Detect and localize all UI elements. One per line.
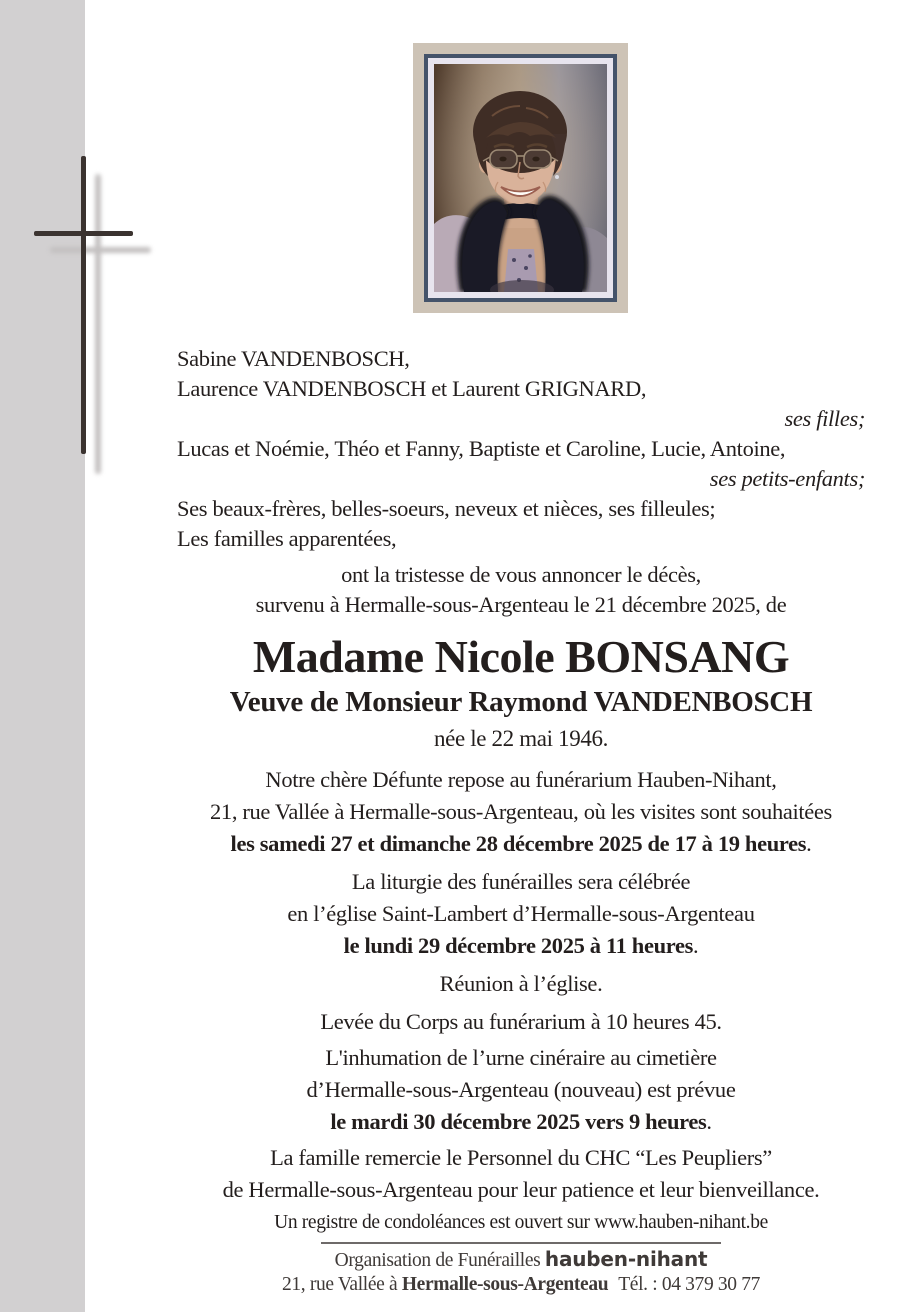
- portrait-photo: [434, 64, 607, 292]
- footer-address-prefix: 21, rue Vallée à: [281, 1274, 402, 1295]
- cross-vertical-bar: [81, 156, 86, 454]
- cross-shadow-vertical: [95, 174, 101, 474]
- hauben-nihant-logo: hauben-nihant: [544, 1247, 708, 1271]
- announcement-block: [177, 560, 865, 620]
- liturgy-date-bold: le lundi 29 décembre 2025 à 11 heures: [343, 933, 694, 958]
- liturgy-date-period: .: [693, 933, 699, 958]
- thanks-line-1: La famille remercie le Personnel du CHC “Les Peupliers”: [270, 1145, 772, 1170]
- visitation-paragraph: [177, 764, 865, 860]
- visitation-line-1: Notre chère Défunte repose au funérarium Hauben-Nihant,: [265, 767, 777, 792]
- liturgy-line-2: en l’église Saint-Lambert d’Hermalle-sous-Argenteau: [287, 901, 755, 926]
- burial-paragraph: [177, 1042, 865, 1138]
- departure-paragraph: [177, 1006, 865, 1038]
- relation-petits-enfants: ses petits-enfants;: [709, 466, 865, 491]
- burial-line-2: d’Hermalle-sous-Argenteau (nouveau) est prévue: [306, 1077, 736, 1102]
- cross-horizontal-bar: [34, 231, 133, 236]
- photo-mat: [424, 54, 617, 302]
- visitation-dates-line: [177, 828, 865, 860]
- relation-ses-filles: ses filles;: [784, 406, 865, 431]
- meeting-paragraph: [177, 968, 865, 1000]
- footer-organisation-label: Organisation de Funérailles: [334, 1250, 545, 1271]
- cross-shadow-horizontal: [50, 247, 151, 253]
- footer-separator: [321, 1242, 721, 1244]
- burial-date-line: [177, 1106, 865, 1138]
- departure-line: Levée du Corps au funérarium à 10 heures 45.: [320, 1009, 722, 1034]
- widow-of-line: Veuve de Monsieur Raymond VANDENBOSCH: [229, 686, 813, 718]
- burial-date-bold: le mardi 30 décembre 2025 vers 9 heures: [330, 1109, 707, 1134]
- footer-organisation-line: [177, 1247, 865, 1273]
- thanks-line-2: de Hermalle-sous-Argenteau pour leur patience et leur bienveillance.: [222, 1177, 820, 1202]
- visitation-dates-period: .: [806, 831, 812, 856]
- family-line-daughter-2: Laurence VANDENBOSCH et Laurent GRIGNARD,: [177, 376, 647, 401]
- liturgy-line-1: La liturgie des funérailles sera célébrée: [351, 869, 691, 894]
- announcement-line-2: survenu à Hermalle-sous-Argenteau le 21 décembre 2025, de: [255, 592, 787, 617]
- visitation-dates-bold: les samedi 27 et dimanche 28 décembre 2025 de 17 à 19 heures: [230, 831, 807, 856]
- announcement-line-1: ont la tristesse de vous annoncer le décès,: [341, 562, 701, 587]
- footer-phone: Tél. : 04 379 30 77: [618, 1274, 761, 1295]
- liturgy-date-line: [177, 930, 865, 962]
- footer-block: [177, 1247, 865, 1297]
- meeting-line: Réunion à l’église.: [439, 971, 603, 996]
- birth-date-line: née le 22 mai 1946.: [433, 726, 609, 751]
- family-block: [177, 344, 865, 554]
- deceased-name: Madame Nicole BONSANG: [252, 631, 790, 682]
- family-line-daughter-1: Sabine VANDENBOSCH,: [177, 346, 410, 371]
- condolence-register-line: Un registre de condoléances est ouvert sur www.hauben-nihant.be: [274, 1212, 768, 1233]
- family-line-grandchildren: Lucas et Noémie, Théo et Fanny, Baptiste et Caroline, Lucie, Antoine,: [177, 436, 786, 461]
- condolence-register-line-wrap: [177, 1208, 865, 1238]
- burial-line-1: L'inhumation de l’urne cinéraire au cimetière: [325, 1045, 717, 1070]
- family-line-related: Les familles apparentées,: [177, 526, 397, 551]
- announcement-text-column: [177, 344, 865, 1297]
- family-line-inlaws: Ses beaux-frères, belles-soeurs, neveux et nièces, ses filleules;: [177, 496, 716, 521]
- liturgy-paragraph: [177, 866, 865, 962]
- burial-date-period: .: [706, 1109, 712, 1134]
- deceased-photo-frame: [413, 43, 628, 313]
- footer-address-line: [177, 1273, 865, 1297]
- footer-address-city: Hermalle-sous-Argenteau: [401, 1274, 609, 1295]
- left-gray-band: [0, 0, 85, 1312]
- thanks-paragraph: [177, 1142, 865, 1206]
- visitation-line-2: 21, rue Vallée à Hermalle-sous-Argenteau, où les visites sont souhaitées: [210, 799, 832, 824]
